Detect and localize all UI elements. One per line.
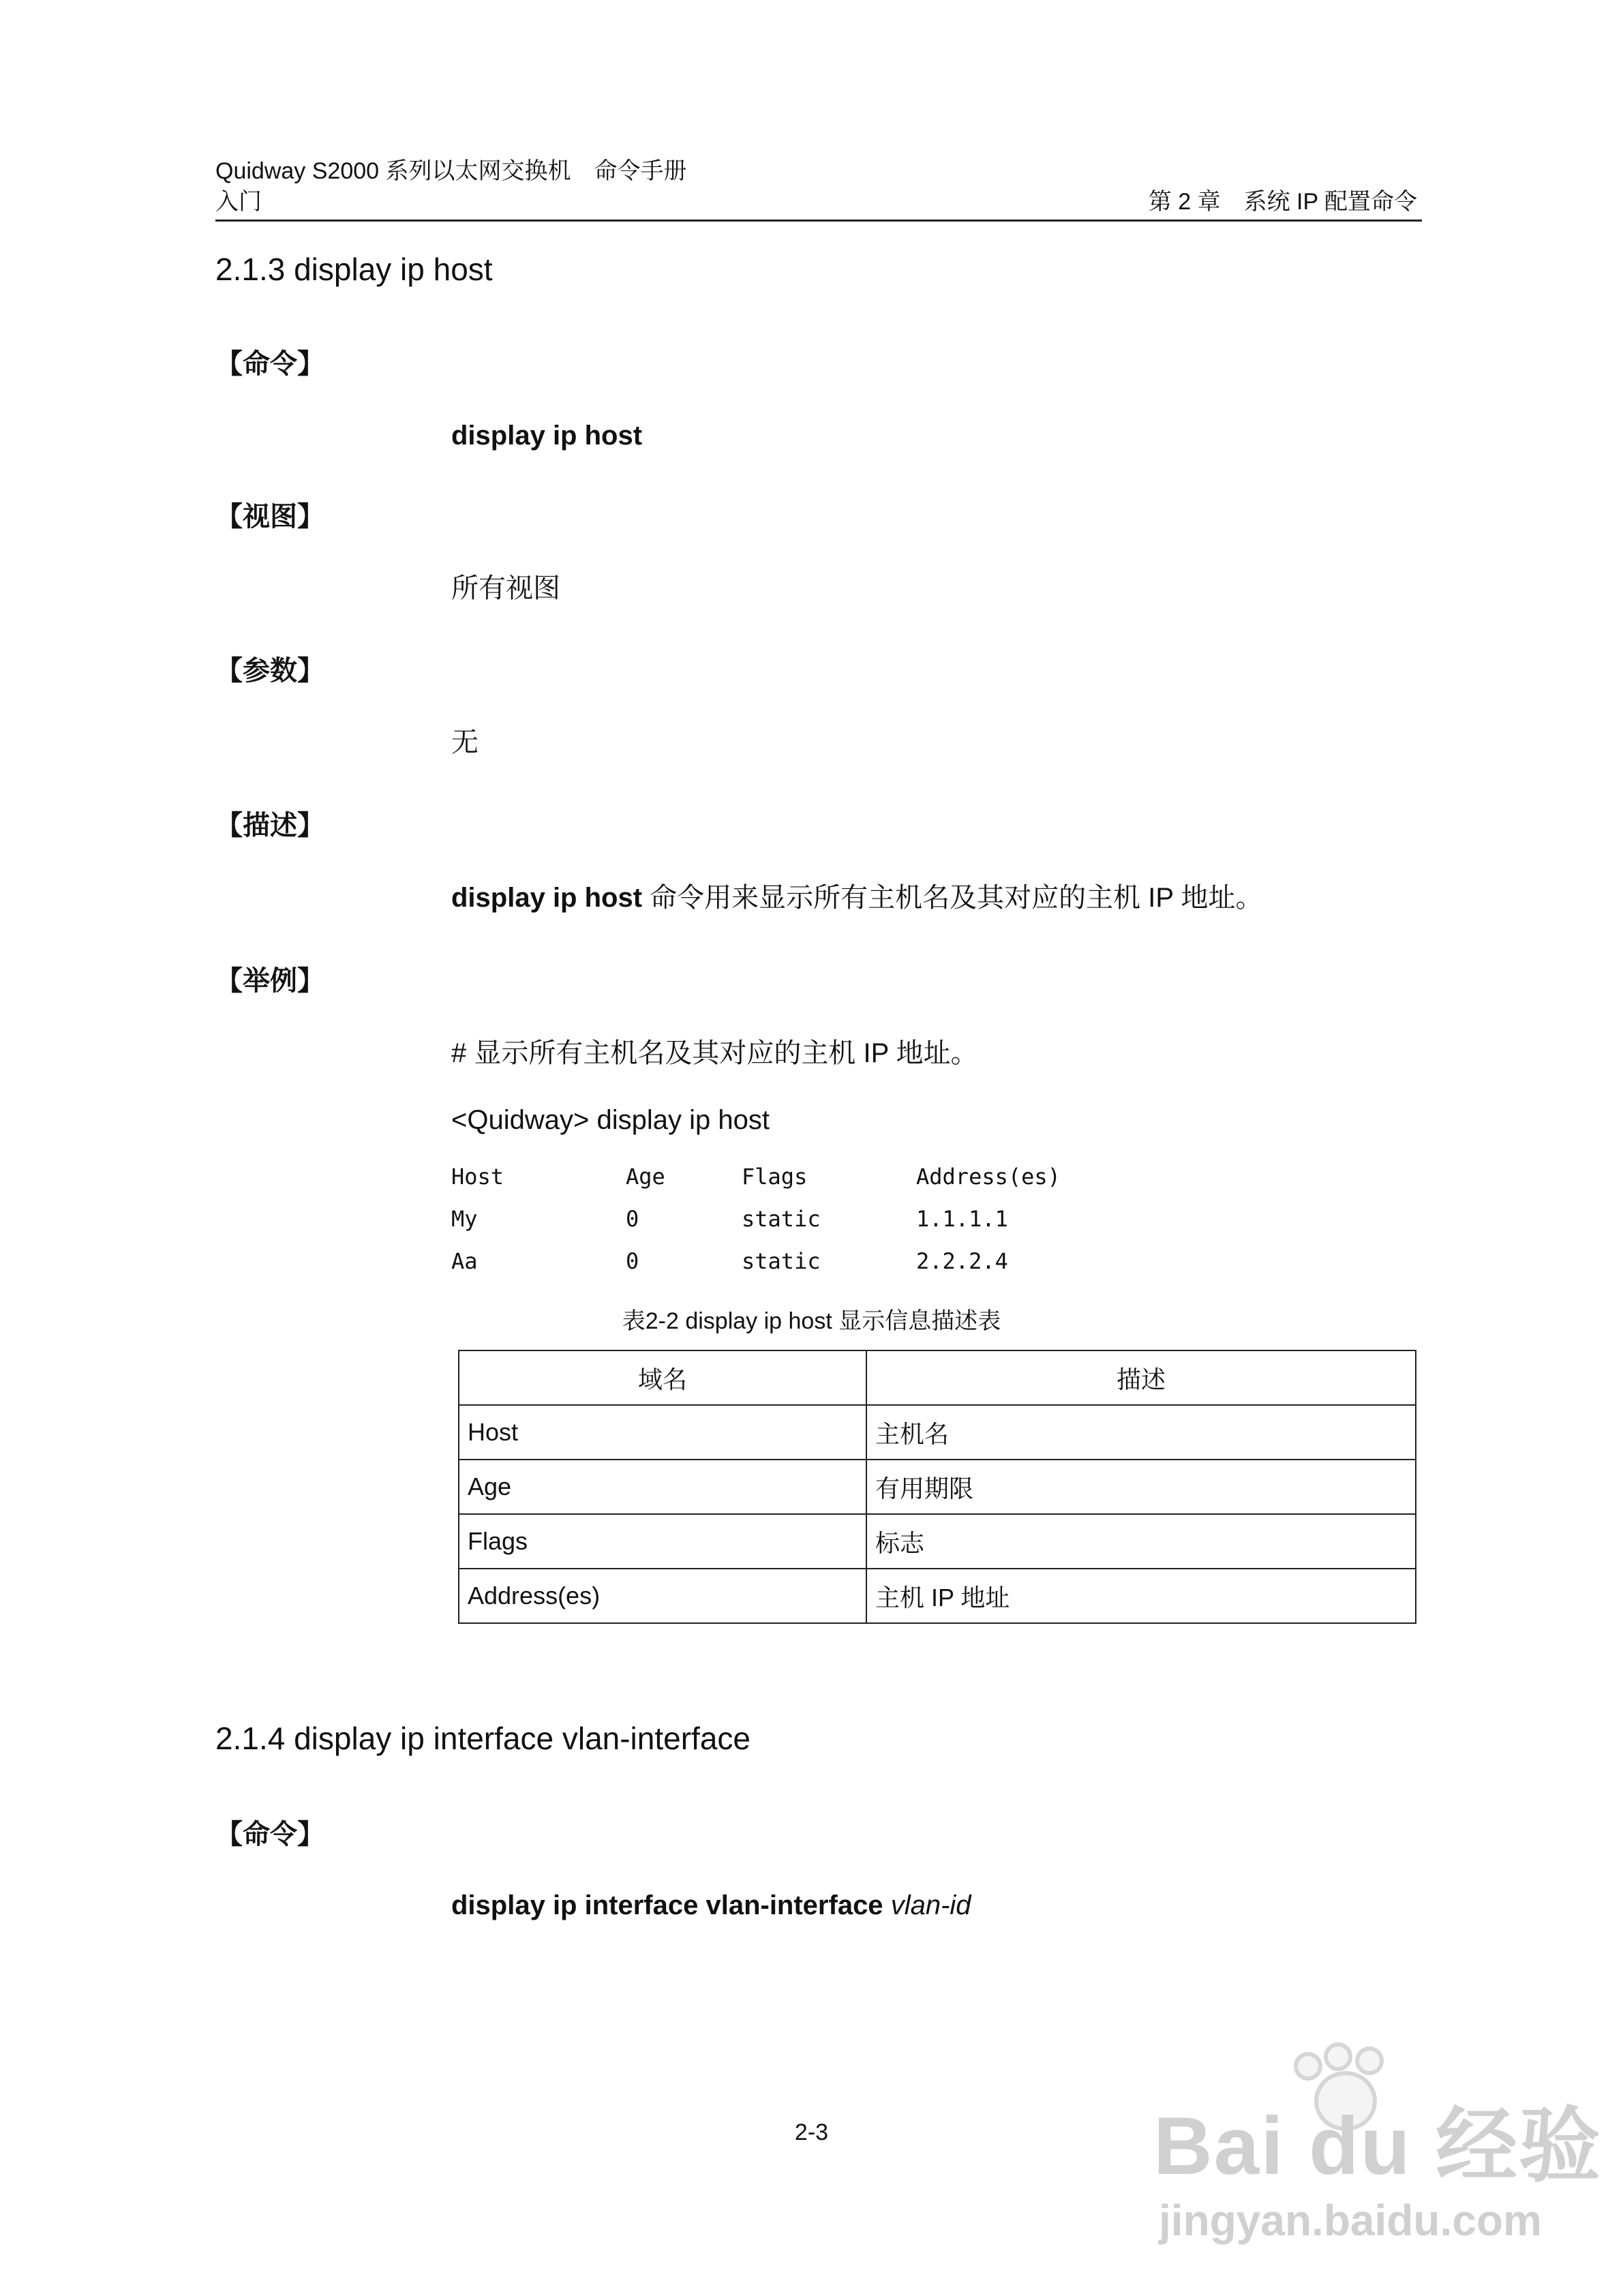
table-cell-desc: 标志 <box>866 1514 1416 1569</box>
table-cell-field: Age <box>459 1460 866 1514</box>
baidu-logo-watermark: Bai du 经验 <box>1153 2100 1603 2192</box>
table-row <box>459 1405 1416 1460</box>
command-tag-214: 【命令】 <box>215 1819 324 1849</box>
table-header-field: 域名 <box>459 1350 866 1405</box>
paw-icon <box>1355 2046 1384 2075</box>
page-number: 2-3 <box>794 2119 829 2145</box>
section-title-213: 2.1.3 display ip host <box>215 252 493 287</box>
header-title: Quidway S2000 系列以太网交换机 命令手册 <box>215 158 687 184</box>
desc-paragraph <box>451 881 1262 915</box>
output-header-age: Age <box>626 1164 665 1190</box>
table-header-desc: 描述 <box>866 1350 1416 1405</box>
section-title-214: 2.1.4 display ip interface vlan-interface <box>215 1721 750 1756</box>
table-row <box>459 1514 1416 1569</box>
output-cell: static <box>742 1206 821 1232</box>
desc-text: 命令用来显示所有主机名及其对应的主机 IP 地址。 <box>642 883 1263 913</box>
header-subtitle: 入门 <box>215 189 262 215</box>
output-cell: static <box>742 1248 821 1274</box>
command-syntax-214 <box>451 1888 971 1922</box>
paw-icon <box>1324 2042 1352 2071</box>
output-cell: 2.2.2.4 <box>916 1248 1008 1274</box>
output-cell: 0 <box>626 1248 639 1274</box>
watermark-url: jingyan.baidu.com <box>1159 2196 1542 2245</box>
paw-icon <box>1294 2052 1322 2081</box>
example-tag: 【举例】 <box>215 966 324 996</box>
table-cell-desc: 主机 IP 地址 <box>866 1569 1416 1623</box>
table-cell-desc: 有用期限 <box>866 1460 1416 1514</box>
view-tag: 【视图】 <box>215 502 324 532</box>
desc-tag: 【描述】 <box>215 811 324 841</box>
header-chapter: 第 2 章 系统 IP 配置命令 <box>1148 189 1417 215</box>
output-cell: 0 <box>626 1206 639 1232</box>
info-table <box>458 1350 1416 1624</box>
command-syntax: display ip host <box>451 421 643 451</box>
example-prompt: <Quidway> display ip host <box>451 1105 770 1135</box>
output-header-flags: Flags <box>742 1164 808 1190</box>
table-cell-desc: 主机名 <box>866 1405 1416 1460</box>
table-cell-field: Host <box>459 1405 866 1460</box>
header-rule <box>215 220 1422 222</box>
table-row <box>459 1460 1416 1514</box>
output-cell: My <box>451 1206 478 1232</box>
table-cell-field: Address(es) <box>459 1569 866 1623</box>
params-tag: 【参数】 <box>215 656 324 686</box>
output-cell: Aa <box>451 1248 478 1274</box>
params-value: 无 <box>451 727 479 757</box>
output-header-host: Host <box>451 1164 504 1190</box>
output-cell: 1.1.1.1 <box>916 1206 1008 1232</box>
command-argument: vlan-id <box>890 1890 971 1920</box>
command-keyword: display ip interface vlan-interface <box>451 1890 883 1920</box>
example-comment: # 显示所有主机名及其对应的主机 IP 地址。 <box>451 1038 978 1068</box>
table-header-row <box>459 1350 1416 1405</box>
output-header-address: Address(es) <box>916 1164 1061 1190</box>
view-value: 所有视图 <box>451 573 560 603</box>
table-row <box>459 1569 1416 1623</box>
table-cell-field: Flags <box>459 1514 866 1569</box>
table-caption: 表2-2 display ip host 显示信息描述表 <box>622 1308 1001 1334</box>
command-tag: 【命令】 <box>215 349 324 379</box>
desc-command: display ip host <box>451 883 643 913</box>
